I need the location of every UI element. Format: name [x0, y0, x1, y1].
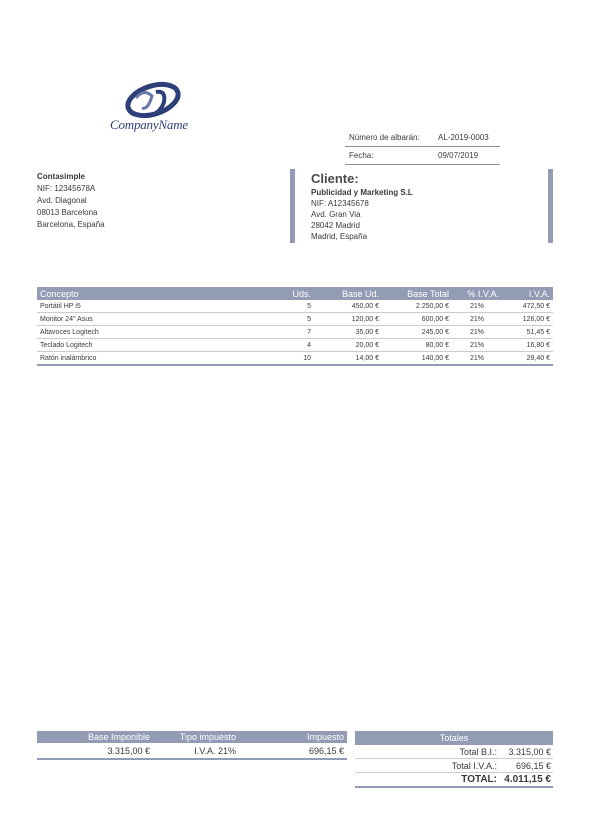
table-row — [37, 313, 553, 326]
table-row — [37, 339, 553, 352]
cell-concepto: Altavoces Logitech — [37, 326, 263, 339]
divider — [345, 146, 500, 147]
col-tipo-impuesto: Tipo impuesto — [153, 731, 239, 743]
albaran-number-value: AL-2019-0003 — [438, 133, 489, 142]
cell-base-imponible: 3.315,00 € — [37, 743, 153, 759]
albaran-number-label: Número de albarán: — [349, 133, 420, 142]
cell-pct-iva: 21% — [452, 300, 502, 313]
totals-header: Totales — [355, 731, 553, 745]
totals-header-row — [355, 731, 553, 745]
total-base-label: Total B.I.: — [355, 745, 499, 759]
cell-pct-iva: 21% — [452, 326, 502, 339]
cell-impuesto: 696,15 € — [239, 743, 347, 759]
table-row — [355, 759, 553, 773]
cell-iva: 29,40 € — [502, 352, 553, 366]
issuer-nif: NIF: 12345678A — [37, 184, 96, 193]
cell-concepto: Ratón inalámbrico — [37, 352, 263, 366]
client-name: Publicidad y Marketing S.L — [311, 188, 413, 197]
cell-base-total: 80,00 € — [382, 339, 452, 352]
table-row — [37, 300, 553, 313]
col-concepto: Concepto — [37, 287, 263, 300]
cell-uds: 10 — [263, 352, 314, 366]
col-uds: Uds. — [263, 287, 314, 300]
cell-concepto: Teclado Logitech — [37, 339, 263, 352]
col-iva: I.V.A. — [502, 287, 553, 300]
client-region: Madrid, España — [311, 232, 368, 241]
table-row — [355, 745, 553, 759]
cell-iva: 51,45 € — [502, 326, 553, 339]
cell-pct-iva: 21% — [452, 352, 502, 366]
items-table — [37, 287, 553, 366]
total-iva-value: 696,15 € — [499, 759, 553, 773]
cell-iva: 126,00 € — [502, 313, 553, 326]
client-bar-right — [548, 169, 553, 243]
cell-uds: 5 — [263, 313, 314, 326]
cell-concepto: Monitor 24" Asus — [37, 313, 263, 326]
albaran-date-label: Fecha: — [349, 151, 374, 160]
cell-base-ud: 450,00 € — [314, 300, 382, 313]
client-block — [290, 169, 553, 243]
cell-uds: 7 — [263, 326, 314, 339]
issuer-name: Contasimple — [37, 172, 86, 181]
totals-table — [355, 731, 553, 788]
issuer-address: Avd. Diagonal — [37, 196, 87, 205]
company-logo-text: CompanyName — [110, 117, 188, 132]
client-bar-left — [290, 169, 295, 243]
grand-total-label: TOTAL: — [355, 773, 499, 788]
cell-pct-iva: 21% — [452, 313, 502, 326]
items-header-row — [37, 287, 553, 300]
col-base-ud: Base Ud. — [314, 287, 382, 300]
table-row — [37, 743, 347, 759]
cell-base-ud: 20,00 € — [314, 339, 382, 352]
client-title: Cliente: — [311, 171, 359, 186]
col-impuesto: Impuesto — [239, 731, 347, 743]
albaran-date-value: 09/07/2019 — [438, 151, 479, 160]
tax-header-row — [37, 731, 347, 743]
divider — [345, 164, 500, 165]
cell-base-ud: 120,00 € — [314, 313, 382, 326]
col-pct-iva: % I.V.A. — [452, 287, 502, 300]
cell-uds: 5 — [263, 300, 314, 313]
cell-iva: 472,50 € — [502, 300, 553, 313]
issuer-block — [37, 171, 105, 231]
client-city: 28042 Madrid — [311, 221, 360, 230]
cell-uds: 4 — [263, 339, 314, 352]
table-row — [355, 773, 553, 788]
col-base-imponible: Base Imponible — [37, 731, 153, 743]
total-base-value: 3.315,00 € — [499, 745, 553, 759]
table-row — [37, 352, 553, 366]
cell-pct-iva: 21% — [452, 339, 502, 352]
cell-concepto: Portátil HP i5 — [37, 300, 263, 313]
grand-total-value: 4.011,15 € — [499, 773, 553, 788]
cell-base-total: 140,00 € — [382, 352, 452, 366]
col-base-total: Base Total — [382, 287, 452, 300]
total-iva-label: Total I.V.A.: — [355, 759, 499, 773]
issuer-region: Barcelona, España — [37, 220, 105, 229]
tax-summary-table — [37, 731, 347, 760]
cell-tipo-impuesto: I.V.A. 21% — [153, 743, 239, 759]
cell-iva: 16,80 € — [502, 339, 553, 352]
table-row — [37, 326, 553, 339]
cell-base-total: 2.250,00 € — [382, 300, 452, 313]
cell-base-ud: 14,00 € — [314, 352, 382, 366]
client-nif: NIF: A12345678 — [311, 199, 369, 208]
cell-base-total: 600,00 € — [382, 313, 452, 326]
cell-base-total: 245,00 € — [382, 326, 452, 339]
cell-base-ud: 35,00 € — [314, 326, 382, 339]
issuer-city: 08013 Barcelona — [37, 208, 98, 217]
client-address: Avd. Gran Via — [311, 210, 361, 219]
